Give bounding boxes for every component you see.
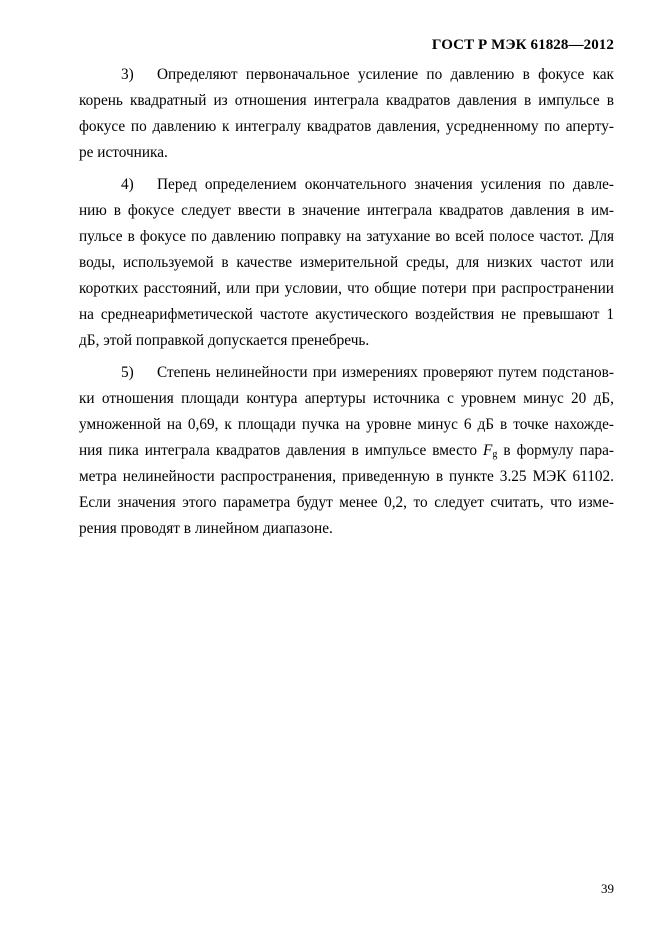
text-line: корень квадратный из отношения интеграла квадратов давления в импульсе в <box>79 92 614 109</box>
formula-symbol: F <box>483 442 493 459</box>
text-line: ре источника. <box>79 144 168 161</box>
list-item-4 <box>79 172 614 354</box>
text-line: 3) Определяют первоначальное усиление по давлению в фокусе как <box>79 62 614 88</box>
text-line: умноженной на 0,69, к площади пучка на уровне минус 6 дБ в точке нахожде- <box>79 416 614 433</box>
text-line: 5) Степень нелинейности при измерениях проверяют путем подстанов- <box>79 360 614 386</box>
item-number: 5) <box>121 364 134 381</box>
text-line: 4) Перед определением окончательного значения усиления по давле- <box>79 172 614 198</box>
formula-subscript: g <box>492 449 498 460</box>
list-item-5 <box>79 360 614 542</box>
text-line: на среднеарифметической частоте акустического воздействия не превышают 1 <box>79 306 614 323</box>
document-header: ГОСТ Р МЭК 61828—2012 <box>431 37 614 53</box>
text-line: воды, используемой в качестве измерительной среды, для низких частот или <box>79 254 614 271</box>
list-item-3 <box>79 62 614 166</box>
text-line: ки отношения площади контура апертуры источника с уровнем минус 20 дБ, <box>79 390 614 407</box>
page-number: 39 <box>601 881 614 896</box>
text-line: коротких расстояний, или при условии, что общие потери при распространении <box>79 280 614 297</box>
text-line: фокусе по давлению к интегралу квадратов давления, усредненному по аперту- <box>79 118 614 135</box>
text-line: Если значения этого параметра будут менее 0,2, то следует считать, что изме- <box>79 494 614 511</box>
document-body <box>79 62 614 542</box>
text-line: рения проводят в линейном диапазоне. <box>79 520 333 537</box>
text-line: нию в фокусе следует ввести в значение интеграла квадратов давления в им- <box>79 202 614 219</box>
item-number: 3) <box>121 66 134 83</box>
text-line-with-formula: ния пика интеграла квадратов давления в импульсе вместо $F_g$ в формулу пара- <box>79 442 615 460</box>
text-line: метра нелинейности распространения, приведенную в пункте 3.25 МЭК 61102. <box>79 468 614 485</box>
text-line: пульсе в фокусе по давлению поправку на затухание во всей полосе частот. Для <box>79 228 614 245</box>
text-line: дБ, этой поправкой допускается пренебречь. <box>79 332 370 349</box>
item-number: 4) <box>121 176 134 193</box>
